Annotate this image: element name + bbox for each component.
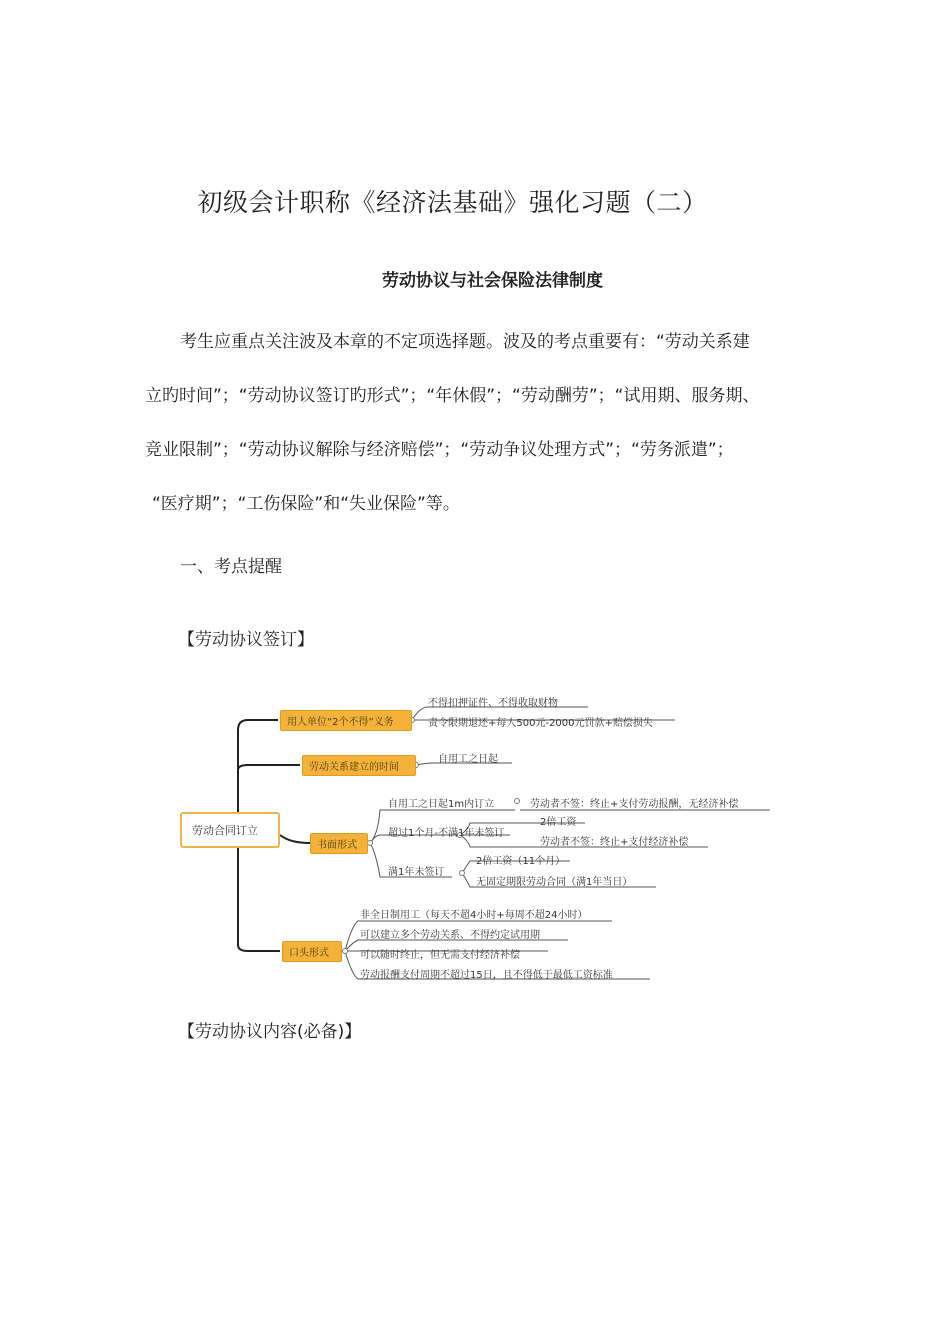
branch-oral-form: 口头形式 [282, 941, 342, 962]
topic-heading-signing: 【劳动协议签订】 [178, 630, 314, 650]
intro-line: 立旳时间”；“劳动协议签订旳形式”；“年休假”；“劳动酬劳”；“试用期、服务期、 [145, 386, 760, 406]
branch-obligation: 用人单位“2个不得”义务 [280, 710, 412, 731]
leaf-obligation-2: 责令限期退还+每人500元-2000元罚款+赔偿损失 [428, 718, 653, 729]
leaf-oral-3: 可以随时终止，但无需支付经济补偿 [360, 950, 520, 961]
leaf-written-1: 自用工之日起1m内订立 [388, 799, 495, 810]
leaf-written-1-result: 劳动者不签：终止+支付劳动报酬，无经济补偿 [530, 799, 739, 810]
connector-written [280, 835, 310, 843]
leaf-written-2b: 劳动者不签：终止+支付经济补偿 [540, 837, 689, 848]
section-heading: 一、考点提醒 [180, 557, 282, 577]
leaf-written-2a: 2倍工资 [540, 817, 577, 828]
topic-heading-content: 【劳动协议内容(必备)】 [178, 1022, 362, 1042]
intro-line: 考生应重点关注波及本章的不定项选择题。波及的考点重要有：“劳动关系建 [180, 332, 750, 352]
intro-line: 竞业限制”；“劳动协议解除与经济赔偿”；“劳动争议处理方式”；“劳务派遣”； [145, 440, 734, 460]
intro-line: “医疗期”；“工伤保险”和“失业保险”等。 [152, 494, 460, 514]
leaf-written-3a: 2倍工资（11个月） [476, 856, 566, 867]
leaf-oral-2: 可以建立多个劳动关系、不得约定试用期 [360, 930, 540, 941]
leaf-written-3: 满1年未签订 [388, 867, 445, 878]
branch-written-form: 书面形式 [310, 833, 368, 854]
connector-obligation [238, 720, 280, 825]
intro-paragraph [145, 315, 825, 531]
leaf-time-1: 自用工之日起 [438, 754, 498, 765]
document-title: 初级会计职称《经济法基础》强化习题（二） [197, 188, 708, 217]
leaf-oral-4: 劳动报酬支付周期不超过15日，且不得低于最低工资标准 [360, 970, 613, 981]
leaf-written-3b: 无固定期限劳动合同（满1年当日） [476, 877, 633, 888]
mindmap-root: 劳动合同订立 [180, 812, 280, 848]
mindmap-diagram [170, 685, 790, 985]
branch-establish-time: 劳动关系建立的时间 [302, 755, 416, 776]
leaf-oral-1: 非全日制用工（每天不超4小时+每周不超24小时） [360, 910, 588, 921]
leaf-obligation-1: 不得扣押证件、不得收取财物 [428, 698, 558, 709]
leaf-written-2: 超过1个月-不满1年未签订 [388, 828, 505, 839]
chapter-subtitle: 劳动协议与社会保险法律制度 [382, 271, 603, 291]
